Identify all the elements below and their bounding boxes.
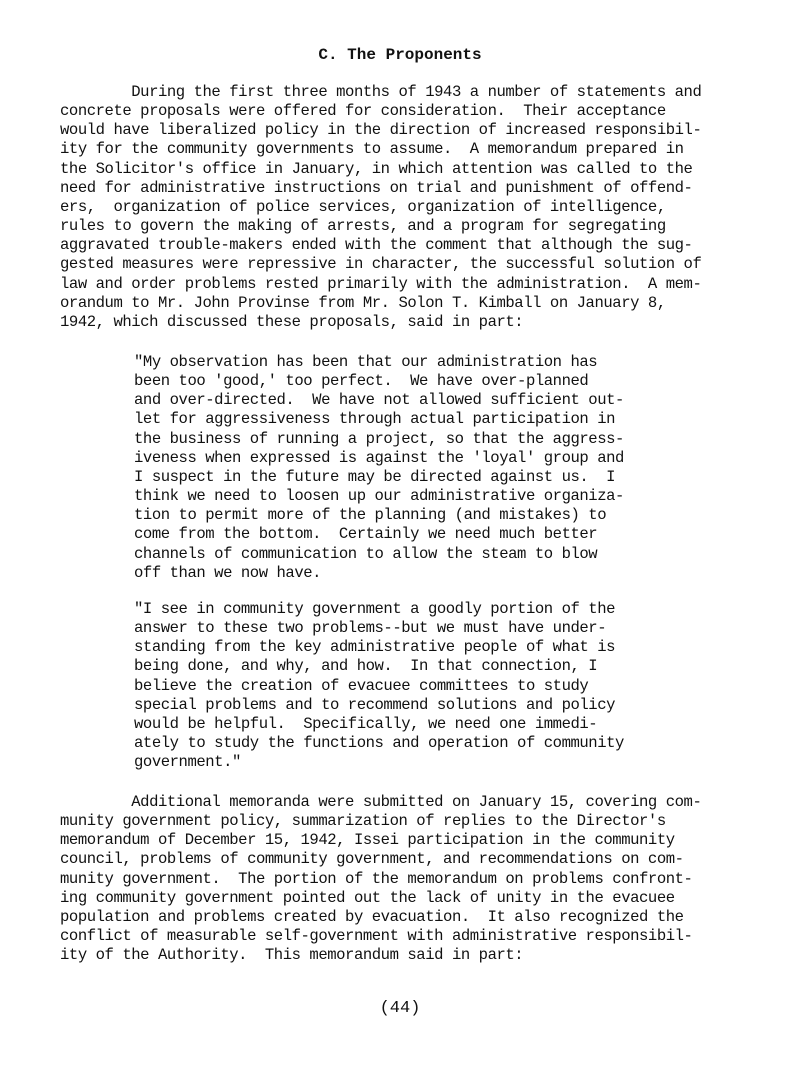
intro-paragraph: During the first three months of 1943 a number of statements and concrete proposals were offered for consideration. Their acceptance would have liberalized policy in the direction of increased responsibil- ity for the community governments to assume. A memorandum prepared in the Solicitor's office in January, in which attention was called to the need for administrative instructions on trial and punishment of offend- ers, organization of police services, organization of intelligence, rules to govern the making of arrests, and a program for segregating aggravated trouble-makers ended with the comment that although the sug- gested measures were repressive in character, the successful solution of law and order problems rested primarily with the administration. A mem- orandum to Mr. John Provinse from Mr. Solon T. Kimball on January 8, 1942, which discussed these proposals, said in part: [60, 83, 702, 331]
quoted-paragraph-2: "I see in community government a goodly portion of the answer to these two problems--but we must have under- standing from the key administrative people of what is being done, and why, and how. In that connection, I believe the creation of evacuee committees to study special problems and to recommend solutions and policy would be helpful. Specifically, we need one immedi- ately to study the functions and operation of community government." [134, 600, 624, 772]
quoted-paragraph-1: "My observation has been that our administration has been too 'good,' too perfect. We have over-planned and over-directed. We have not allowed sufficient out- let for aggressiveness through actual participation in the business of running a project, so that the aggress- iveness when expressed is against the 'loyal' group and I suspect in the future may be directed against us. I think we need to loosen up our administrative organiza- tion to permit more of the planning (and mistakes) to come from the bottom. Certainly we need much better channels of communication to allow the steam to blow off than we now have. [134, 353, 624, 582]
section-heading: C. The Proponents [318, 46, 482, 64]
additional-memoranda-paragraph: Additional memoranda were submitted on January 15, covering com- munity government policy, summarization of replies to the Director's memorandum of December 15, 1942, Issei participation in the community council, problems of community government, and recommendations on com- munity government. The portion of the memorandum on problems confront- ing community government pointed out the lack of unity in the evacuee population and problems created by evacuation. It also recognized the conflict of measurable self-government with administrative responsibil- ity of the Authority. This memorandum said in part: [60, 793, 702, 965]
page-number: (44) [379, 999, 421, 1018]
